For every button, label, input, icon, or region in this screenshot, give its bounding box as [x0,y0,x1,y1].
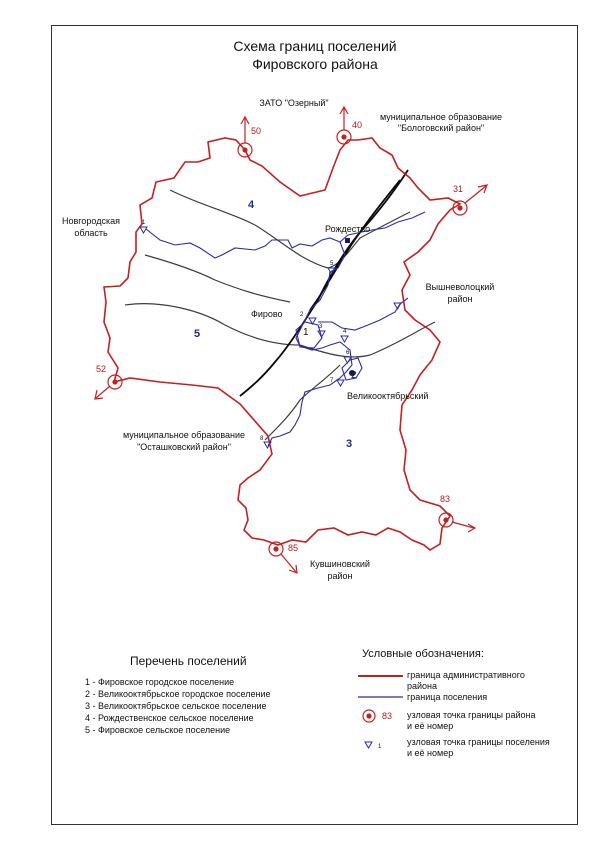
node-label-52: 52 [96,364,107,374]
road-north [170,190,410,268]
inner-label-1: 1 [303,327,309,338]
map-title-line2: Фировского района [252,56,378,72]
settlements-list-title: Перечень поселений [130,654,247,668]
rozhdestvo-marker [345,238,350,243]
settlement-borders [146,212,425,446]
neighbor-novgorod-2: область [74,228,108,238]
settlements-list [85,676,271,736]
settlement-border-north [146,212,425,258]
list-item: 3 - Великооктябрьское сельское поселение [85,701,267,711]
spoint-label-6: 6 [346,350,350,356]
list-item: 2 - Великооктябрьское городское поселение [85,689,271,699]
settlement-border-south [268,378,340,446]
map-title-line1: Схема границ поселений [233,38,397,54]
node-label-31: 31 [453,184,464,194]
neighbor-ostashkovsky-1: муниципальное образование [122,430,246,440]
road-south [265,365,340,440]
neighbor-vyshnevolotsky-1: Вышневолоцкий [425,282,495,292]
node-label-40: 40 [352,120,363,130]
district-label-4: 4 [248,199,255,211]
spoint-label-4: 4 [343,329,347,335]
settlement-points [140,227,401,448]
legend-settlement-node-line2: и её номер [407,748,454,758]
railways [240,170,408,396]
list-item: 4 - Рождественское сельское поселение [85,713,254,723]
district-label-5: 5 [194,328,201,340]
neighbor-novgorod-1: Новгородская [62,216,120,226]
settlement-point-3 [318,331,325,337]
legend-district-node-line1: узловая точка границы района [407,710,536,720]
list-item: 5 - Фировское сельское поселение [85,725,231,735]
legend-settlement-border-line1: граница поселения [407,692,488,702]
settlement-point-9 [394,303,401,309]
node-label-85: 85 [288,543,299,553]
spoint-label-8: 8 [260,436,264,442]
legend-admin-border-line2: района [407,681,438,691]
neighbor-bologovsky-2: "Бологовский район" [397,123,485,133]
legend-settlement-node-line1: узловая точка границы поселения [407,737,550,747]
node-label-50: 50 [251,126,262,136]
neighbor-kuvshinovsky-1: Кувшиновский [310,559,370,569]
settlement-rozhdestvo: Рождество [325,224,371,234]
district-node-50 [238,117,252,157]
district-label-3: 3 [346,438,353,450]
settlement-point-7 [337,380,344,386]
settlement-border-center [296,242,352,378]
settlement-point-1 [140,227,147,233]
legend-admin-border-line1: граница административного [407,670,525,680]
legend-settlement-node-swatch [365,742,372,748]
legend-settlement-node-number: 1 [378,744,382,750]
railway-main [240,170,408,396]
spoint-label-3: 3 [319,324,323,330]
district-node-83 [439,513,475,532]
spoint-label-1: 1 [142,220,146,226]
legend-symbols [358,676,403,750]
neighbor-zato: ЗАТО "Озерный" [259,98,329,108]
list-item: 1 - Фировское городское поселение [85,677,235,687]
neighbor-ostashkovsky-2: "Осташковский район" [137,442,231,452]
legend-district-node-line2: и её номер [407,721,454,731]
neighbor-vyshnevolotsky-2: район [447,294,473,304]
settlement-velikooktyabrsky: Великооктябрьский [347,391,429,401]
node-label-83: 83 [440,494,451,504]
neighbor-bologovsky-1: муниципальное образование [379,112,503,122]
inner-label-2: 2 [351,370,357,381]
legend-title: Условные обозначения: [362,648,484,660]
spoint-label-5: 5 [330,261,334,267]
spoint-label-2: 2 [300,312,304,318]
settlement-firovo: Фирово [251,309,283,319]
legend-district-node-swatch [363,710,375,722]
legend-district-node-number: 83 [382,711,393,721]
spoint-label-7: 7 [330,378,334,384]
road-northwest [145,255,290,302]
neighbor-kuvshinovsky-2: район [327,571,353,581]
district-node-40 [337,107,351,144]
settlement-point-4 [341,336,348,342]
district-node-52 [95,375,122,399]
